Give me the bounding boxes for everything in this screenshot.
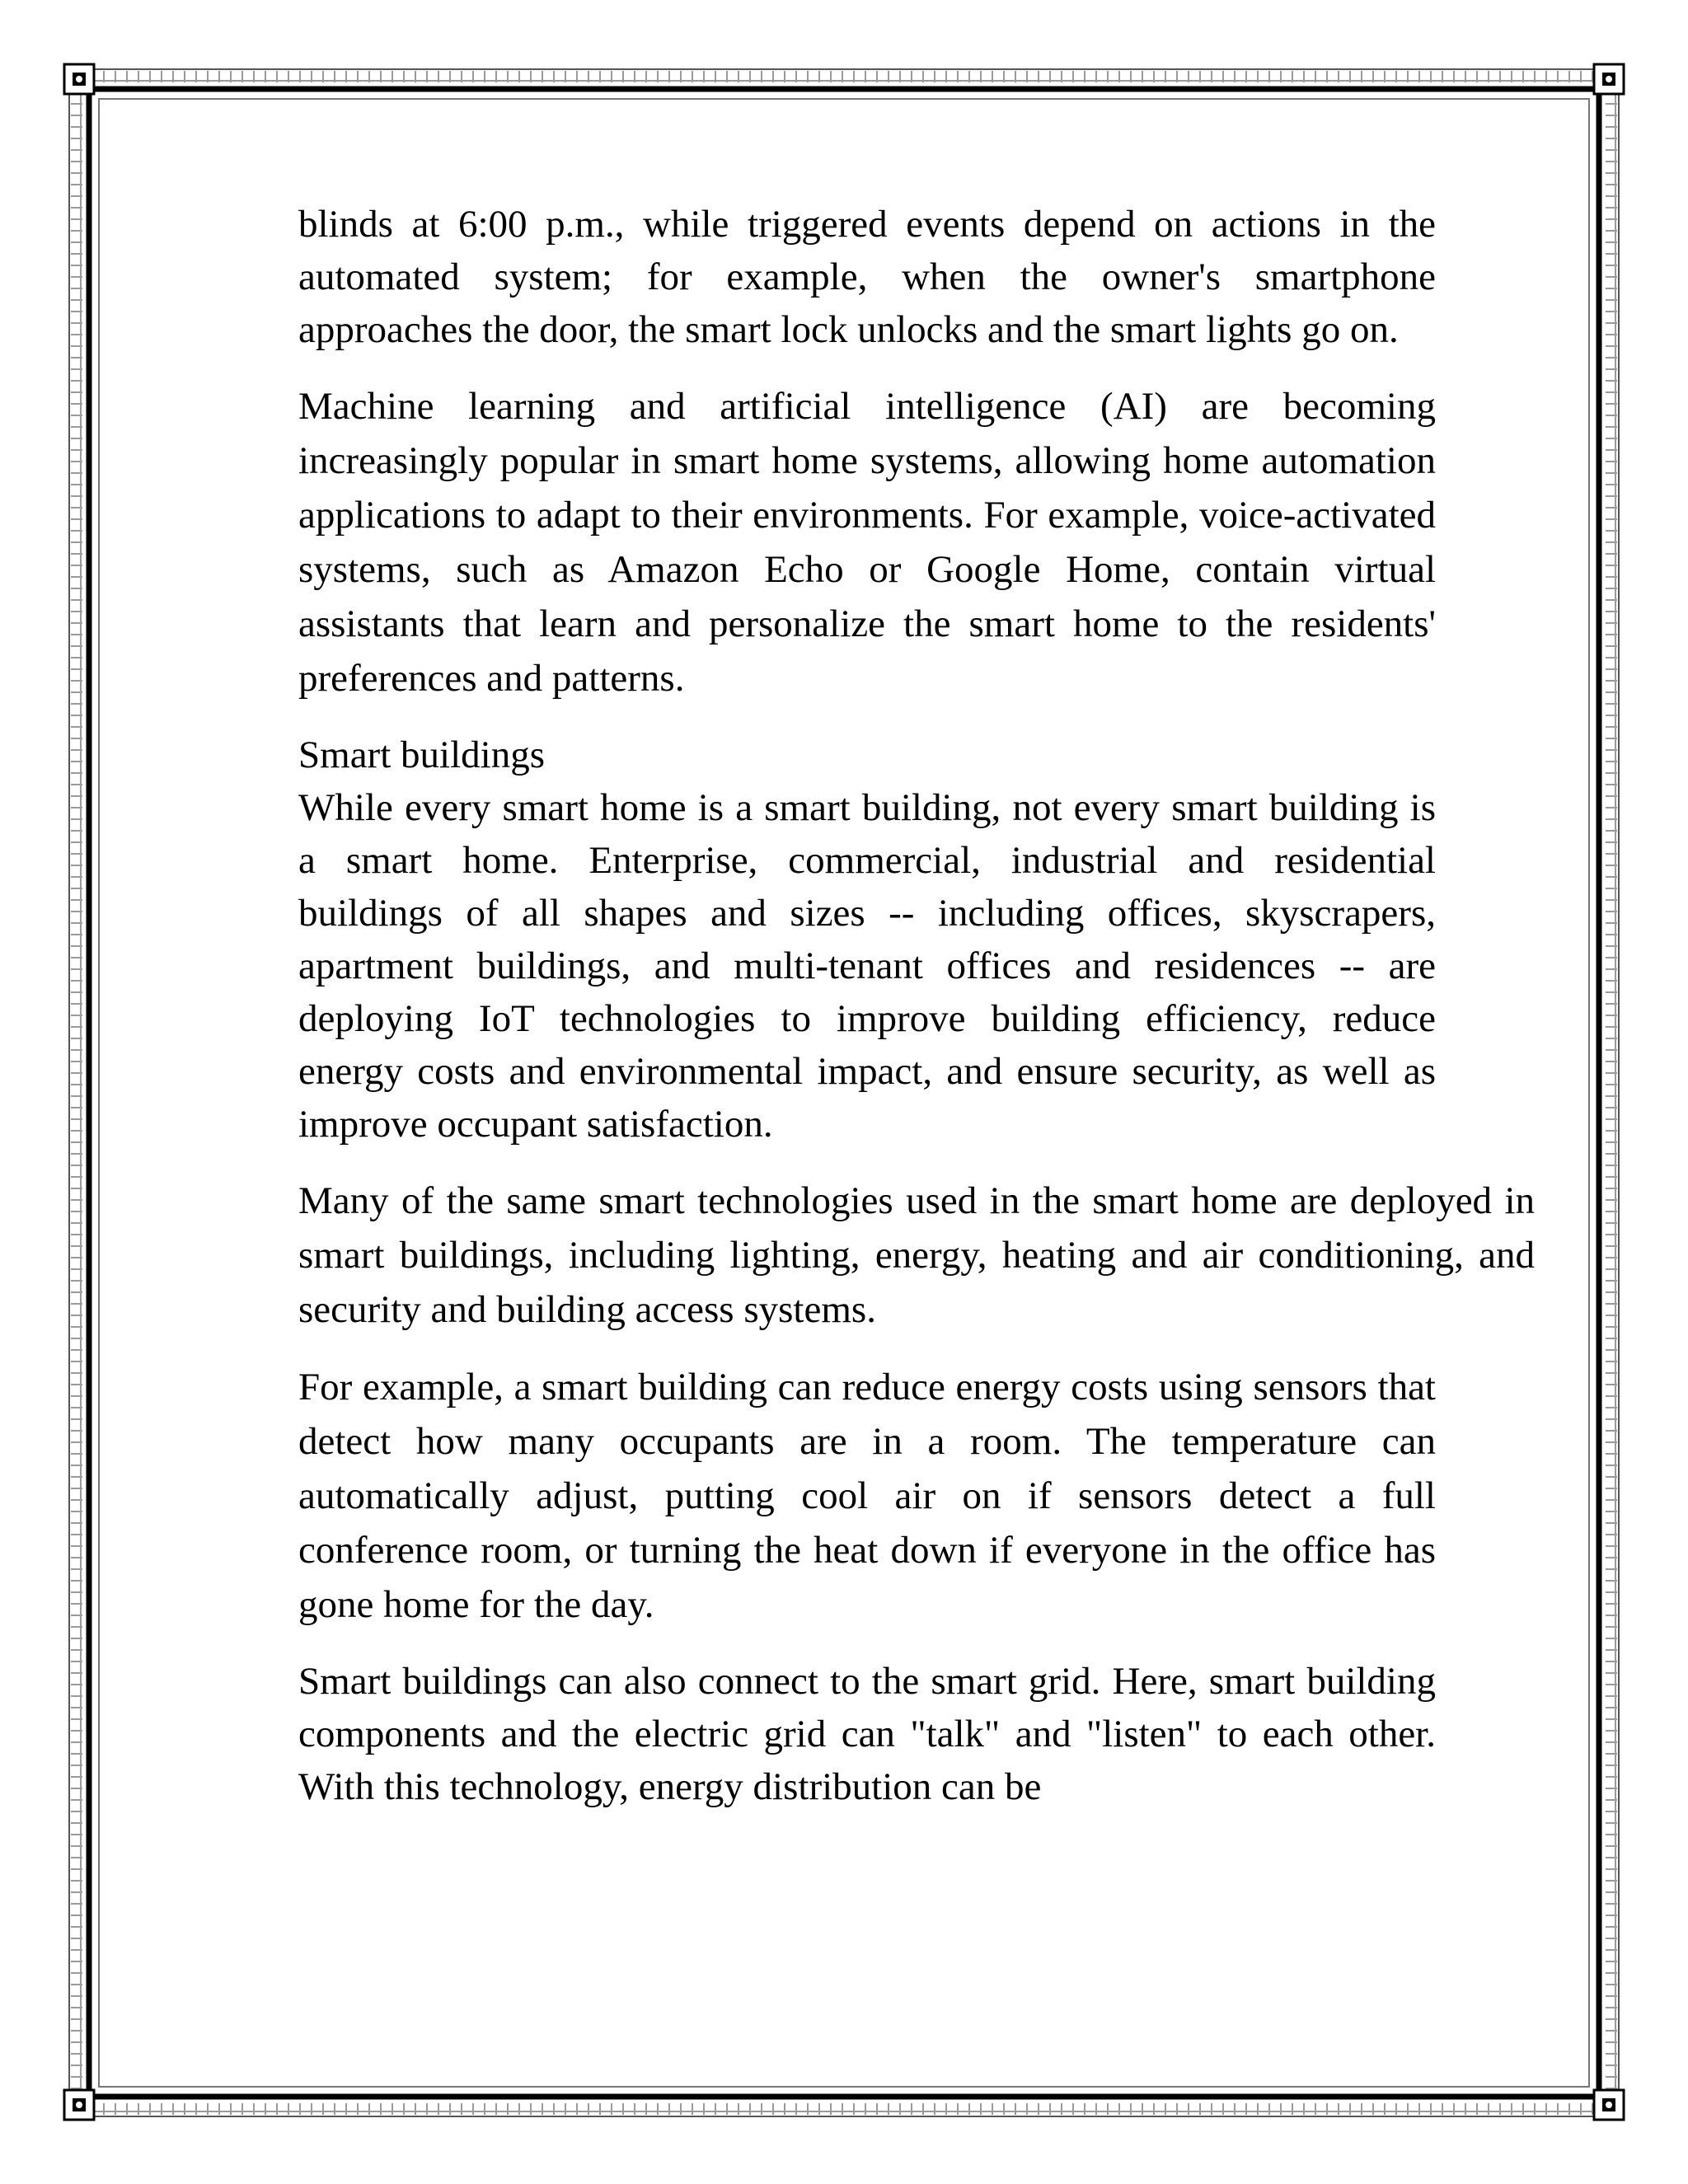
paragraph-smart-grid: Smart buildings can also connect to the smart grid. Here, smart building components and the electric grid can "talk" and "listen" to each other. With this technology, energy distribution can be: [298, 1660, 1436, 1808]
paragraph-machine-learning: Machine learning and artificial intelligence (AI) are becoming increasingly popular in smart home systems, allowing home automation applications to adapt to their environments. For example, voice-activated systems, such as Amazon Echo or Google Home, contain virtual assistants that learn and personalize the smart home to the residents' preferences and patterns.: [298, 385, 1436, 700]
page-content: [298, 198, 1535, 1836]
paragraph-smart-buildings-intro: While every smart home is a smart building, not every smart building is a smart home. Enterprise, commercial, industrial and residential buildings of all shapes and sizes -- including offices, skyscrapers, apartment buildings, and multi-tenant offices and residences -- are deploying IoT technologies to improve building efficiency, reduce energy costs and environmental impact, and ensure security, as well as improve occupant satisfaction.: [298, 786, 1436, 1146]
corner-ornament-bottom-right-icon: [1594, 2090, 1624, 2120]
section-heading: Smart buildings: [298, 733, 545, 776]
corner-ornament-bottom-left-icon: [64, 2090, 94, 2120]
paragraph-same-technologies: Many of the same smart technologies used in the smart home are deployed in smart buildings, including lighting, energy, heating and air conditioning, and security and building access systems.: [298, 1179, 1535, 1331]
paragraph-triggered-events: blinds at 6:00 p.m., while triggered events depend on actions in the automated system; for example, when the owner's smartphone approaches the door, the smart lock unlocks and the smart lights go on.: [298, 203, 1436, 351]
corner-ornament-top-right-icon: [1594, 64, 1624, 94]
paragraph-energy-costs-example: For example, a smart building can reduce energy costs using sensors that detect how many occupants are in a room. The temperature can automatically adjust, putting cool air on if sensors detect a full conference room, or turning the heat down if everyone in the office has gone home for the day.: [298, 1366, 1436, 1626]
corner-ornament-top-left-icon: [64, 64, 94, 94]
